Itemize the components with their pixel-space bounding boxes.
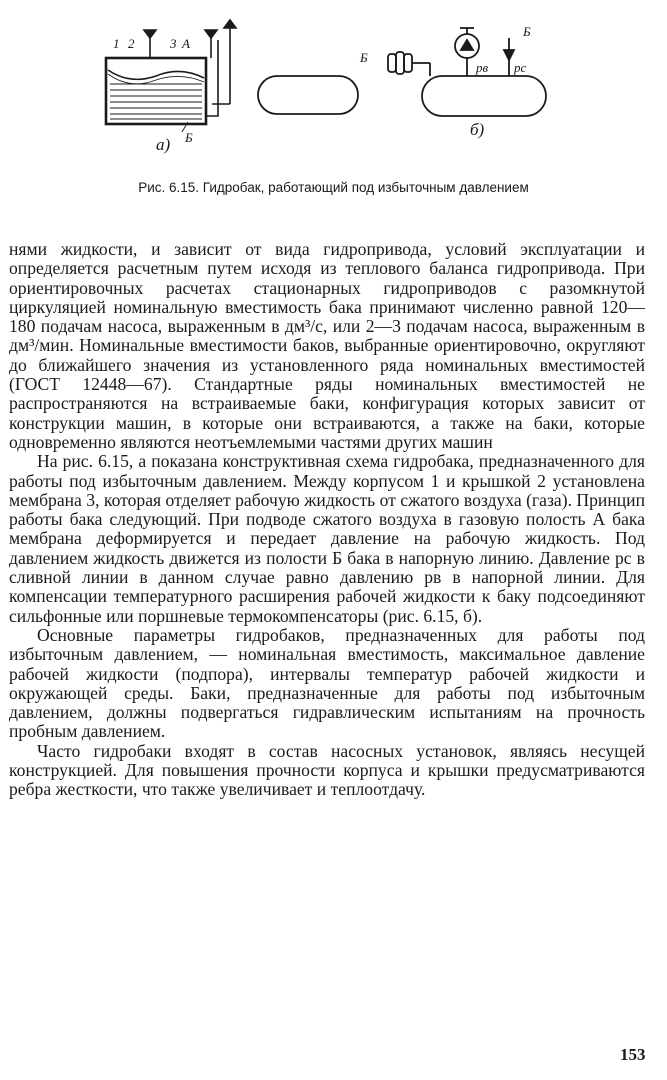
paragraph: нями жидкости, и зависит от вида гидропривода, условий эксплуатации и определяется расчетным путем исходя из теплового баланса гидропривода. При ориентировочных расчетах стационарных гидроприводов с разомкнутой циркуляцией номинальную вместимость бака принимают численно равной 120—180 подачам насоса, выраженным в дм³/с, или 2—3 подачам насоса, выраженным в дм³/мин. Номинальные вместимости баков, выбранные ориентировочно, округляют до ближайшего значения из установленного ряда номинальных вместимостей (ГОСТ 12448—67). Стандартные ряды номинальных вместимостей не распространяются на встраиваемые баки, конфигурация которых зависит от конструкции машин, в которые они встраиваются, а также на баки, которые одновременно являются неотъемлемыми частями других машин bbox=[9, 239, 645, 452]
label-pc: pс bbox=[514, 60, 527, 75]
label-pv: pв bbox=[476, 60, 489, 75]
figure-caption: Рис. 6.15. Гидробак, работающий под избыточным давлением bbox=[138, 180, 529, 195]
label-2: 2 bbox=[128, 36, 135, 51]
paragraph: Часто гидробаки входят в состав насосных установок, являясь несущей конструкцией. Для повышения прочности корпуса и крышки предусматриваются ребра жесткости, что также увеличивает и теплоотдачу. bbox=[9, 740, 645, 800]
compensator-capsule bbox=[258, 76, 358, 114]
label-1: 1 bbox=[113, 36, 120, 51]
body-text bbox=[9, 240, 645, 800]
page-number: 153 bbox=[620, 1045, 646, 1064]
panel-a-label: а) bbox=[156, 135, 171, 154]
label-B-top: Б bbox=[523, 24, 531, 39]
figure-6-15 bbox=[0, 0, 667, 175]
label-B-left: Б bbox=[360, 50, 368, 65]
label-B-panel-a: Б bbox=[185, 130, 193, 145]
label-A: A bbox=[182, 36, 190, 51]
label-3: 3 bbox=[170, 36, 177, 51]
paragraph: На рис. 6.15, а показана конструктивная схема гидробака, предназначенного для работы под избыточным давлением. Между корпусом 1 и крышкой 2 установлена мембрана 3, которая отделяет рабочую жидкость от сжатого воздуха (газа). Принцип работы бака следующий. При подводе сжатого воздуха в газовую полость А бака мембрана деформируется и передает давление на рабочую жидкость. Под давлением жидкость движется из полости Б бака в напорную линию. Давление pс в сливной линии в данном случае равно давлению pв в напорной линии. Для компенсации температурного расширения рабочей жидкости к баку подсоединяют сильфонные или поршневые термокомпенсаторы (рис. 6.15, б). bbox=[9, 451, 645, 626]
paragraph: Основные параметры гидробаков, предназначенных для работы под избыточным давлением, — номинальная вместимость, максимальное давление рабочей жидкости (подпора), интервалы температур рабочей жидкости и окружающей среды. Баки, предназначенные для работы под избыточным давлением, должны подвергаться гидравлическим испытаниям на прочность пробным давлением. bbox=[9, 624, 645, 742]
panel-b-label: б) bbox=[470, 120, 485, 139]
